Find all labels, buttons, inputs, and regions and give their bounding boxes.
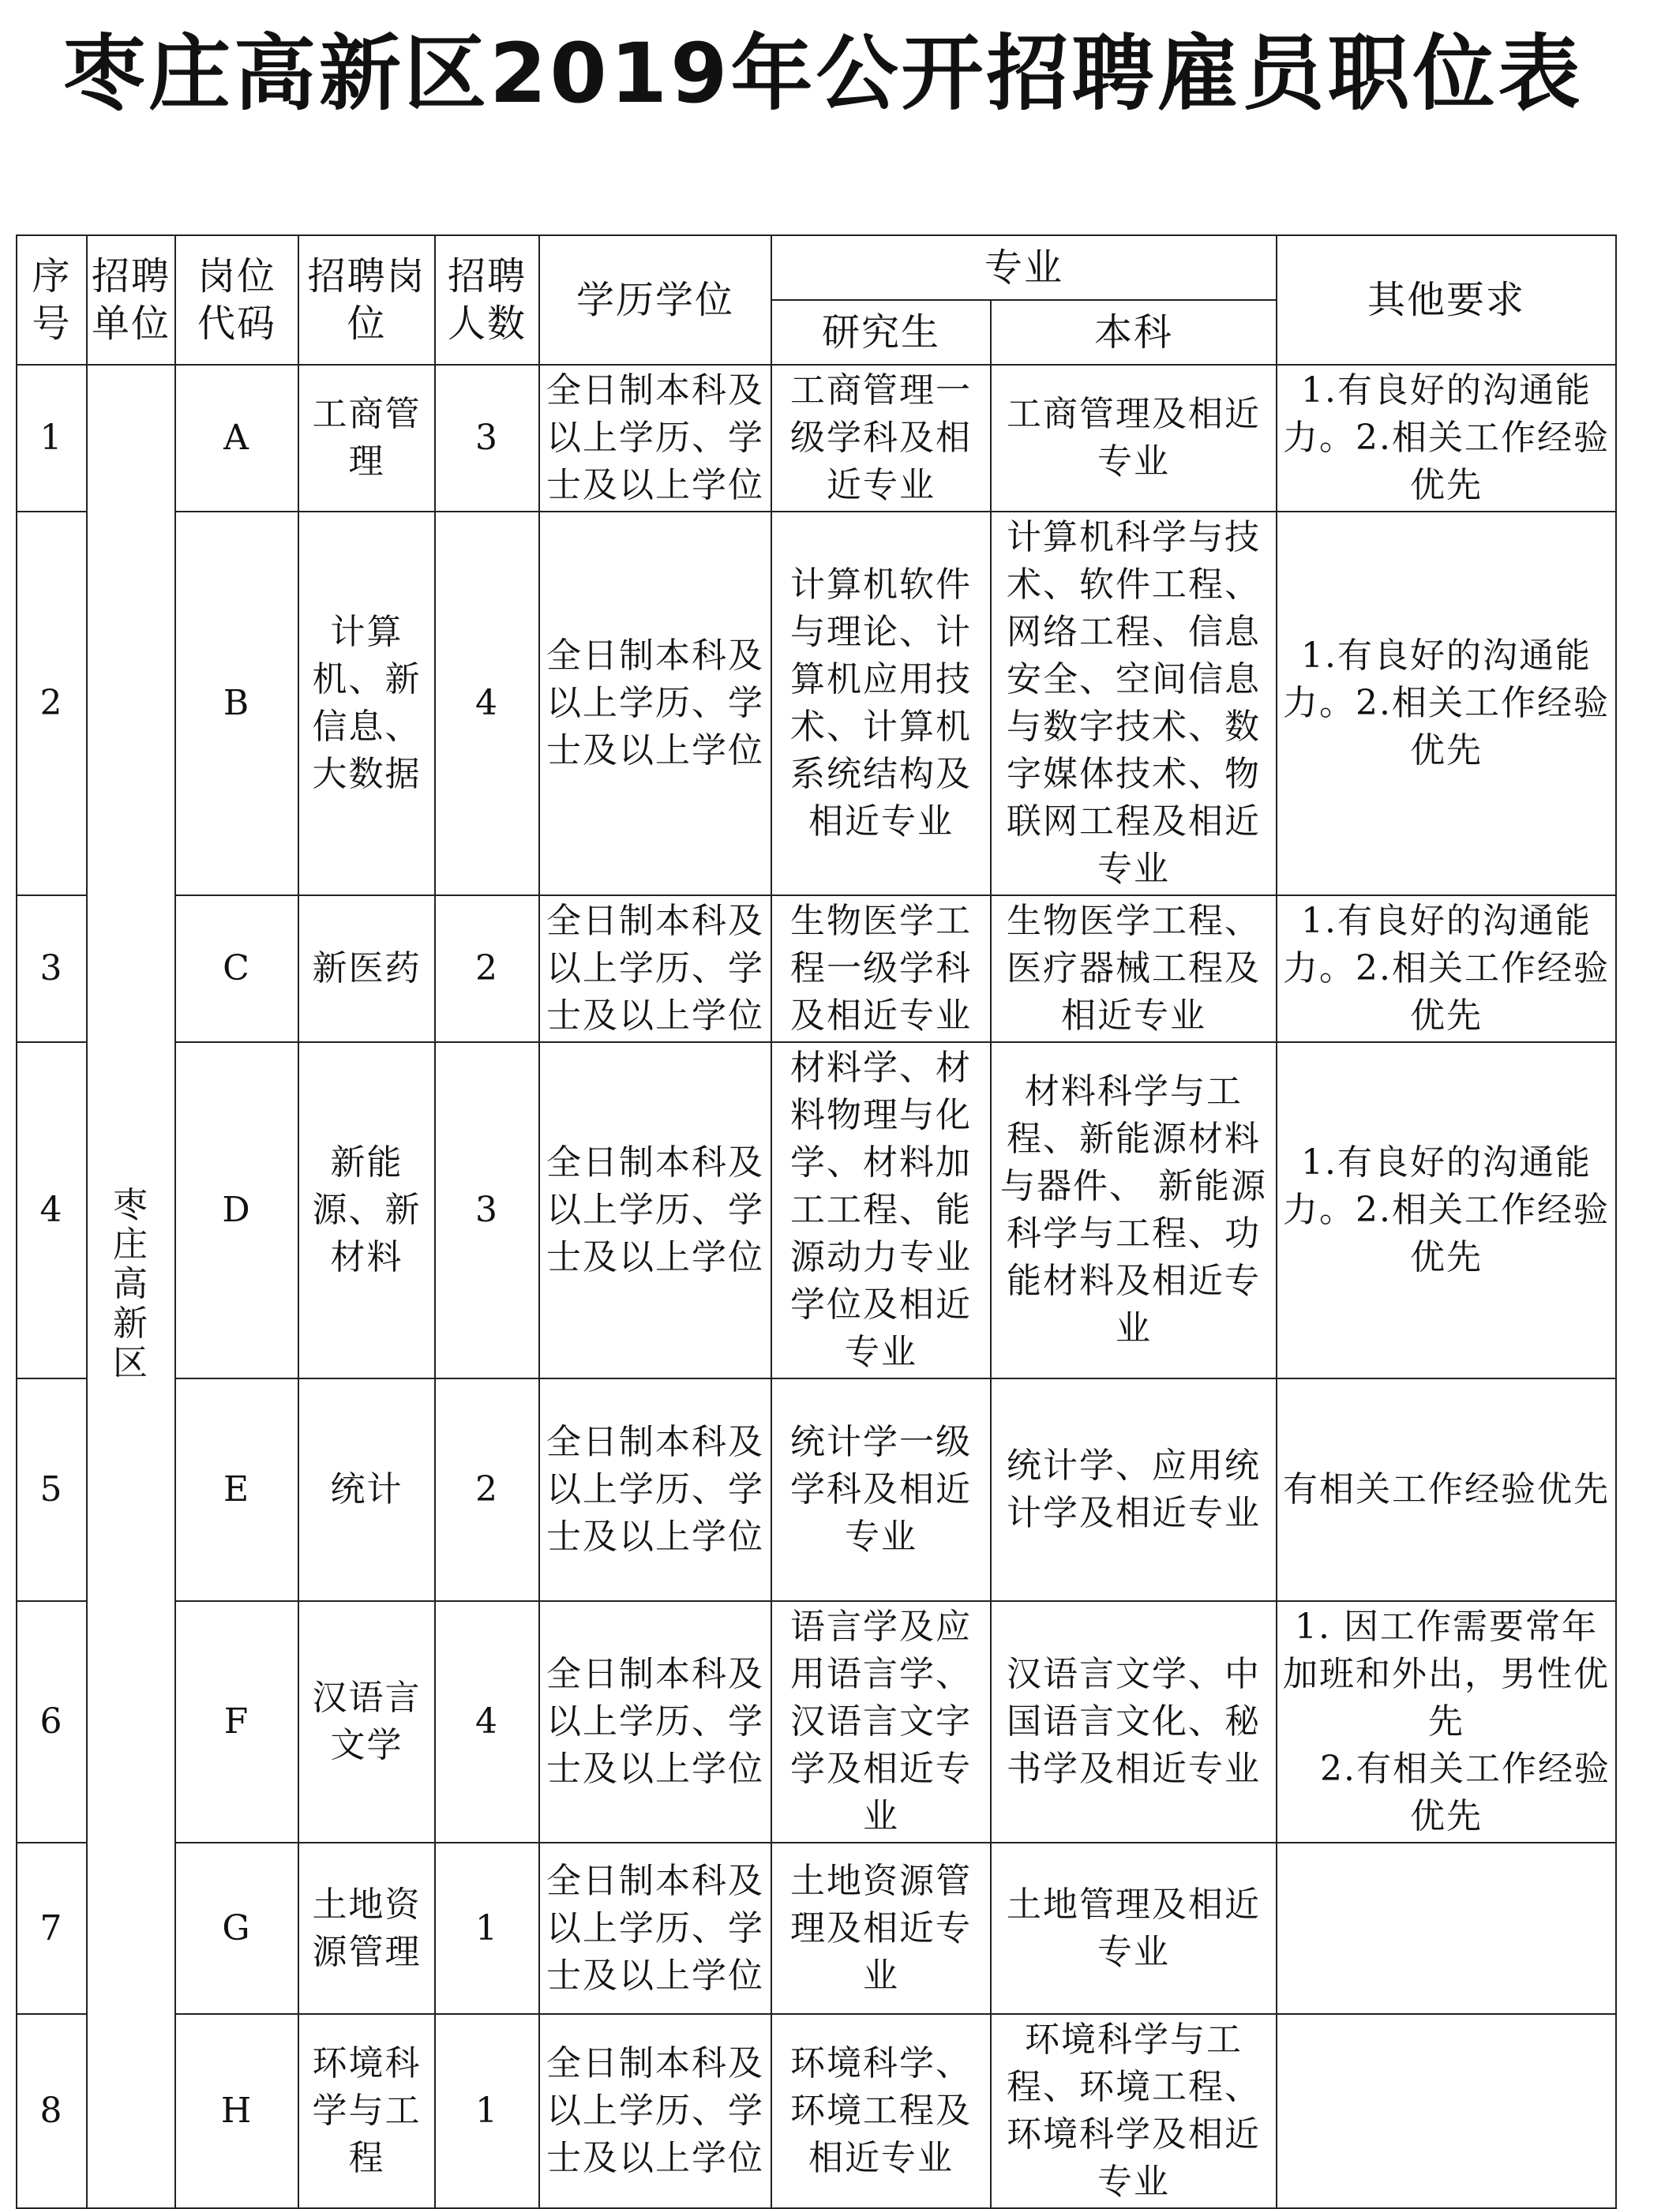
- header-count: 招聘人数: [435, 235, 539, 365]
- cell-other: 1.有良好的沟通能力。2.相关工作经验优先: [1277, 895, 1616, 1042]
- cell-code: G: [175, 1843, 298, 2014]
- cell-post: 土地资源管理: [298, 1843, 435, 2014]
- header-row: [17, 235, 1616, 300]
- cell-other: 1.有良好的沟通能力。2.相关工作经验优先: [1277, 512, 1616, 895]
- cell-post: 环境科学与工程: [298, 2014, 435, 2208]
- cell-post: 工商管理: [298, 365, 435, 512]
- header-other: 其他要求: [1277, 235, 1616, 365]
- cell-bachelor: 工商管理及相近专业: [991, 365, 1277, 512]
- cell-grad: 材料学、材料物理与化学、材料加工工程、能源动力专业学位及相近专业: [771, 1042, 991, 1378]
- cell-grad: 土地资源管理及相近专业: [771, 1843, 991, 2014]
- cell-grad: 环境科学、环境工程及相近专业: [771, 2014, 991, 2208]
- cell-count: 1: [435, 1843, 539, 2014]
- cell-edu: 全日制本科及以上学历、学士及以上学位: [539, 895, 771, 1042]
- table-row: [17, 1378, 1616, 1601]
- cell-count: 3: [435, 1042, 539, 1378]
- cell-unit: [87, 365, 175, 2208]
- header-unit: 招聘单位: [87, 235, 175, 365]
- cell-code: D: [175, 1042, 298, 1378]
- cell-count: 2: [435, 895, 539, 1042]
- cell-seq: 6: [17, 1601, 87, 1843]
- header-code: 岗位代码: [175, 235, 298, 365]
- cell-edu: 全日制本科及以上学历、学士及以上学位: [539, 2014, 771, 2208]
- cell-code: A: [175, 365, 298, 512]
- cell-bachelor: 环境科学与工程、环境工程、环境科学及相近专业: [991, 2014, 1277, 2208]
- header-bachelor: 本科: [991, 300, 1277, 365]
- cell-edu: 全日制本科及以上学历、学士及以上学位: [539, 1601, 771, 1843]
- cell-bachelor: 土地管理及相近专业: [991, 1843, 1277, 2014]
- cell-code: H: [175, 2014, 298, 2208]
- table-row: [17, 512, 1616, 895]
- cell-post: 计算机、新信息、大数据: [298, 512, 435, 895]
- cell-edu: 全日制本科及以上学历、学士及以上学位: [539, 365, 771, 512]
- cell-code: E: [175, 1378, 298, 1601]
- cell-post: 新能源、新材料: [298, 1042, 435, 1378]
- cell-other: 1.有良好的沟通能力。2.相关工作经验优先: [1277, 365, 1616, 512]
- header-edu: 学历学位: [539, 235, 771, 365]
- table-row: [17, 1042, 1616, 1378]
- table-row: [17, 2014, 1616, 2208]
- cell-seq: 7: [17, 1843, 87, 2014]
- cell-post: 新医药: [298, 895, 435, 1042]
- page-title: 枣庄高新区2019年公开招聘雇员职位表: [63, 25, 1584, 122]
- cell-code: C: [175, 895, 298, 1042]
- cell-count: 3: [435, 365, 539, 512]
- cell-count: 4: [435, 1601, 539, 1843]
- cell-edu: 全日制本科及以上学历、学士及以上学位: [539, 512, 771, 895]
- cell-bachelor: 汉语言文学、中国语言文化、秘书学及相近专业: [991, 1601, 1277, 1843]
- cell-grad: 工商管理一级学科及相近专业: [771, 365, 991, 512]
- cell-bachelor: 统计学、应用统计学及相近专业: [991, 1378, 1277, 1601]
- header-major: 专业: [771, 235, 1277, 300]
- cell-bachelor: 材料科学与工程、新能源材料与器件、 新能源科学与工程、功能材料及相近专业: [991, 1042, 1277, 1378]
- cell-other: [1277, 2014, 1616, 2208]
- cell-code: F: [175, 1601, 298, 1843]
- cell-seq: 8: [17, 2014, 87, 2208]
- cell-edu: 全日制本科及以上学历、学士及以上学位: [539, 1378, 771, 1601]
- cell-post: 汉语言文学: [298, 1601, 435, 1843]
- cell-edu: 全日制本科及以上学历、学士及以上学位: [539, 1843, 771, 2014]
- table-row: [17, 895, 1616, 1042]
- header-seq: 序号: [17, 235, 87, 365]
- header-grad: 研究生: [771, 300, 991, 365]
- cell-code: B: [175, 512, 298, 895]
- cell-post: 统计: [298, 1378, 435, 1601]
- cell-count: 4: [435, 512, 539, 895]
- table-row: [17, 1843, 1616, 2014]
- cell-grad: 统计学一级学科及相近专业: [771, 1378, 991, 1601]
- cell-seq: 5: [17, 1378, 87, 1601]
- cell-count: 2: [435, 1378, 539, 1601]
- cell-grad: 语言学及应用语言学、汉语言文字学及相近专业: [771, 1601, 991, 1843]
- cell-seq: 1: [17, 365, 87, 512]
- job-table: [16, 234, 1617, 2209]
- cell-bachelor: 生物医学工程、医疗器械工程及相近专业: [991, 895, 1277, 1042]
- cell-grad: 计算机软件与理论、计算机应用技术、计算机系统结构及相近专业: [771, 512, 991, 895]
- cell-edu: 全日制本科及以上学历、学士及以上学位: [539, 1042, 771, 1378]
- table-row: [17, 365, 1616, 512]
- cell-seq: 2: [17, 512, 87, 895]
- cell-bachelor: 计算机科学与技术、软件工程、网络工程、信息安全、空间信息与数字技术、数字媒体技术、物联网工程及相近专业: [991, 512, 1277, 895]
- cell-count: 1: [435, 2014, 539, 2208]
- cell-seq: 4: [17, 1042, 87, 1378]
- cell-grad: 生物医学工程一级学科及相近专业: [771, 895, 991, 1042]
- table-row: [17, 1601, 1616, 1843]
- header-post: 招聘岗位: [298, 235, 435, 365]
- cell-other: 1. 因工作需要常年加班和外出，男性优先 2.有相关工作经验优先: [1277, 1601, 1616, 1843]
- cell-other: [1277, 1843, 1616, 2014]
- cell-seq: 3: [17, 895, 87, 1042]
- cell-other: 有相关工作经验优先: [1277, 1378, 1616, 1601]
- unit-name: 枣庄高新区: [113, 1185, 149, 1383]
- cell-other: 1.有良好的沟通能力。2.相关工作经验优先: [1277, 1042, 1616, 1378]
